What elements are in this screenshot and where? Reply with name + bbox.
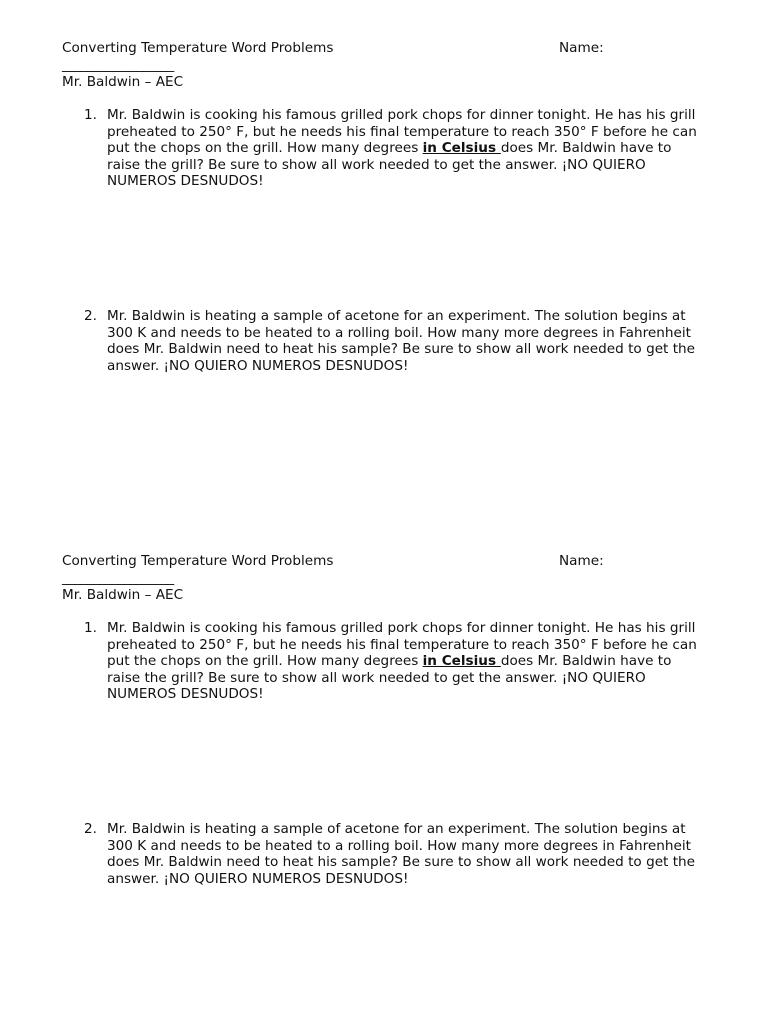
problem-text-after: does Mr. Baldwin have to raise the grill? Be sure to show all work needed to get the answer. ¡NO QUIERO NUMEROS DESNUDOS! xyxy=(107,653,672,703)
problem-text: Mr. Baldwin is heating a sample of acetone for an experiment. The solution begins at 300 K and needs to be heated to a rolling boil. How many more degrees in Fahrenheit does Mr. Baldwin need to heat his sample? Be sure to show all work needed to get the answer. ¡NO QUIERO NUMEROS DESNUDOS! xyxy=(107,820,696,887)
name-label: Name: xyxy=(559,553,604,569)
teacher-label: Mr. Baldwin – AEC xyxy=(62,74,184,90)
name-label: Name: xyxy=(559,40,604,56)
teacher-label: Mr. Baldwin – AEC xyxy=(62,587,184,603)
problem-2 xyxy=(62,821,707,887)
worksheet-top xyxy=(62,40,722,374)
problem-text xyxy=(107,107,707,190)
problem-emphasis: in Celsius xyxy=(422,140,501,157)
worksheet-header xyxy=(62,40,722,57)
problem-number: 1. xyxy=(84,620,97,636)
problem-1 xyxy=(62,620,707,703)
problem-text-after: does Mr. Baldwin have to raise the grill? Be sure to show all work needed to get the answer. ¡NO QUIERO NUMEROS DESNUDOS! xyxy=(107,140,672,190)
problem-emphasis: in Celsius xyxy=(422,653,501,670)
problem-number: 2. xyxy=(84,307,97,324)
problem-number: 2. xyxy=(84,820,97,837)
worksheet-header xyxy=(62,553,722,570)
name-blank-line: __________________ xyxy=(62,570,174,586)
worksheet-bottom xyxy=(62,553,722,887)
worksheet-title: Converting Temperature Word Problems xyxy=(62,40,334,56)
problem-text-before: Mr. Baldwin is cooking his famous grilled pork chops for dinner tonight. He has his grill preheated to 250° F, but he needs his final temperature to reach 350° F before he can put the chops on the grill. How many degrees xyxy=(107,620,697,670)
worksheet-title: Converting Temperature Word Problems xyxy=(62,553,334,569)
problem-number: 1. xyxy=(84,107,97,123)
problem-text-before: Mr. Baldwin is cooking his famous grilled pork chops for dinner tonight. He has his grill preheated to 250° F, but he needs his final temperature to reach 350° F before he can put the chops on the grill. How many degrees xyxy=(107,107,697,157)
problem-2 xyxy=(62,308,707,374)
problem-1 xyxy=(62,107,707,190)
name-blank-line: __________________ xyxy=(62,57,174,73)
problem-text xyxy=(107,620,707,703)
problem-text: Mr. Baldwin is heating a sample of acetone for an experiment. The solution begins at 300 K and needs to be heated to a rolling boil. How many more degrees in Fahrenheit does Mr. Baldwin need to heat his sample? Be sure to show all work needed to get the answer. ¡NO QUIERO NUMEROS DESNUDOS! xyxy=(107,307,696,374)
